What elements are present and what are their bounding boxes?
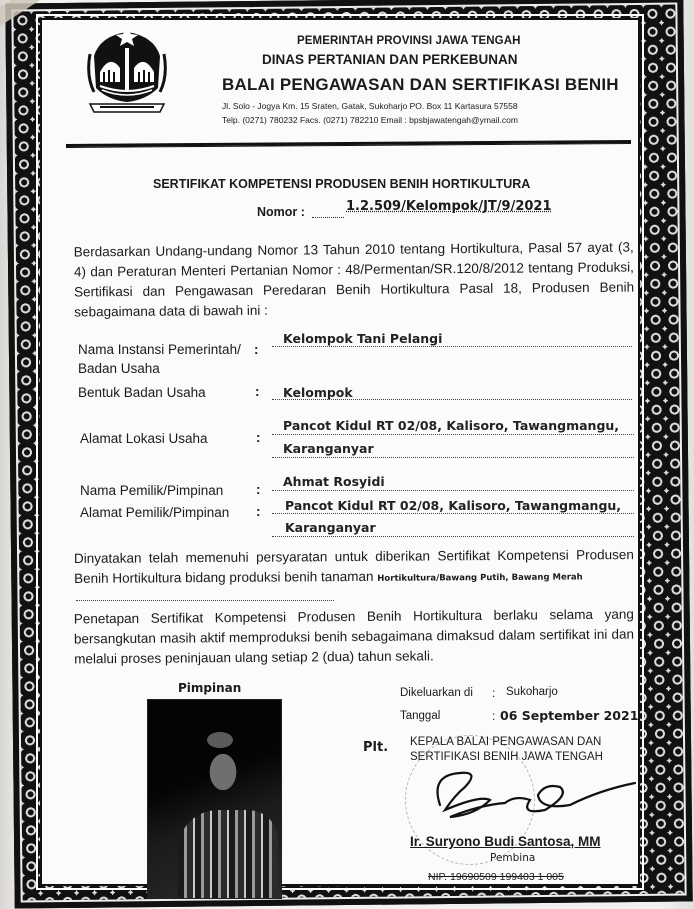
validity-paragraph: Penetapan Sertifikat Kompetensi Produsen Benih Hortikultura berlaku selama yang bersangkutan masih aktif memproduksi benih sebagaimana dimaksud dalam sertifikat ini dan melalui proses peninjauan ulang setiap 2 (dua) tahun sekali. bbox=[73, 606, 635, 667]
central-java-coat-of-arms-icon bbox=[86, 26, 168, 118]
field-label-business-location: Alamat Lokasi Usaha bbox=[80, 431, 208, 446]
office-title-line1: KEPALA BALAI PENGAWASAN DAN bbox=[410, 736, 602, 748]
official-nip: NIP. 19690509 199403 1 005 bbox=[428, 871, 564, 883]
field-colon: : bbox=[256, 430, 261, 445]
field-colon: : bbox=[254, 342, 259, 357]
statement-crop: Hortikultura/Bawang Putih, Bawang Merah bbox=[377, 572, 583, 584]
dotted-line bbox=[272, 457, 634, 458]
certificate-title: SERTIFIKAT KOMPETENSI PRODUSEN BENIH HORTIKULTURA bbox=[153, 177, 531, 191]
issued-date-colon: : bbox=[492, 709, 496, 723]
issued-date: 06 September 2021 bbox=[500, 708, 639, 723]
header-department: DINAS PERTANIAN DAN PERKEBUNAN bbox=[262, 52, 518, 67]
field-value-owner-address-2: Karanganyar bbox=[285, 520, 376, 535]
header-address: Jl. Solo - Jogya Km. 15 Sraten, Gatak, Sukoharjo PO. Box 11 Kartasura 57558 bbox=[222, 101, 518, 111]
field-label-institution: Nama Instansi Pemerintah/ bbox=[78, 342, 241, 357]
photo-shirt bbox=[178, 810, 278, 899]
header-contact: Telp. (0271) 780232 Facs. (0271) 782210 Email : bpsbjawatengah@ymail.com bbox=[222, 115, 518, 125]
dotted-line bbox=[272, 399, 632, 400]
dotted-line bbox=[272, 513, 634, 514]
office-title-line2: SERTIFIKASI BENIH JAWA TENGAH bbox=[410, 751, 603, 763]
field-value-business-location-2: Karanganyar bbox=[283, 441, 374, 456]
issued-place-label: Dikeluarkan di bbox=[400, 687, 473, 699]
certificate-number: 1.2.509/Kelompok/JT/9/2021 bbox=[346, 199, 552, 214]
field-colon: : bbox=[256, 482, 261, 497]
dotted-leader bbox=[312, 208, 344, 218]
header-divider bbox=[66, 140, 631, 148]
photo-caption: Pimpinan bbox=[178, 681, 242, 695]
dotted-line bbox=[272, 490, 634, 491]
field-label-owner-address: Alamat Pemilik/Pimpinan bbox=[80, 505, 230, 520]
dotted-line bbox=[76, 600, 334, 601]
field-label-owner-name: Nama Pemilik/Pimpinan bbox=[80, 483, 224, 498]
official-rank: Pembina bbox=[490, 852, 536, 864]
field-value-business-form: Kelompok bbox=[283, 385, 353, 400]
header-government: PEMERINTAH PROVINSI JAWA TENGAH bbox=[297, 35, 521, 47]
field-label-institution-2: Badan Usaha bbox=[78, 361, 160, 376]
signature-icon bbox=[420, 765, 640, 825]
dotted-line bbox=[272, 536, 634, 537]
field-value-owner-name: Ahmat Rosyidi bbox=[283, 474, 385, 489]
issued-place: Sukoharjo bbox=[506, 686, 558, 698]
field-value-business-location: Pancot Kidul RT 02/08, Kalisoro, Tawangmangu, bbox=[283, 418, 620, 433]
portrait-photo bbox=[147, 699, 282, 899]
field-colon: : bbox=[255, 384, 260, 399]
dotted-line bbox=[272, 434, 634, 435]
header-agency: BALAI PENGAWASAN DAN SERTIFIKASI BENIH bbox=[222, 75, 619, 94]
dotted-line bbox=[272, 346, 632, 347]
intro-paragraph: Berdasarkan Undang-undang Nomor 13 Tahun 2010 tentang Hortikultura, Pasal 57 ayat (3, 4) dan Peraturan Menteri Pertanian Nomor : 48/Permentan/SR.120/8/2012 tentang Produksi, Sertifikasi dan Pengawasan Peredaran Benih Hortikultura Pasal 18, Produsen Benih sebagaimana data di bawah ini : bbox=[73, 239, 635, 320]
statement-paragraph bbox=[74, 545, 634, 591]
official-name: Ir. Suryono Budi Santosa, MM bbox=[410, 834, 601, 849]
field-value-institution: Kelompok Tani Pelangi bbox=[283, 331, 443, 346]
statement-text: Dinyatakan telah memenuhi persyaratan untuk diberikan Sertifikat Kompetensi Produsen Benih Hortikultura bidang produksi benih tanaman bbox=[73, 547, 634, 586]
issued-place-colon: : bbox=[492, 686, 496, 700]
field-value-owner-address: Pancot Kidul RT 02/08, Kalisoro, Tawangmangu, bbox=[285, 498, 622, 513]
field-colon: : bbox=[256, 504, 261, 519]
field-label-business-form: Bentuk Badan Usaha bbox=[78, 385, 206, 400]
plt-label: Plt. bbox=[363, 740, 389, 755]
issued-date-label: Tanggal bbox=[400, 710, 441, 722]
certificate-number-label: Nomor : bbox=[257, 205, 305, 219]
